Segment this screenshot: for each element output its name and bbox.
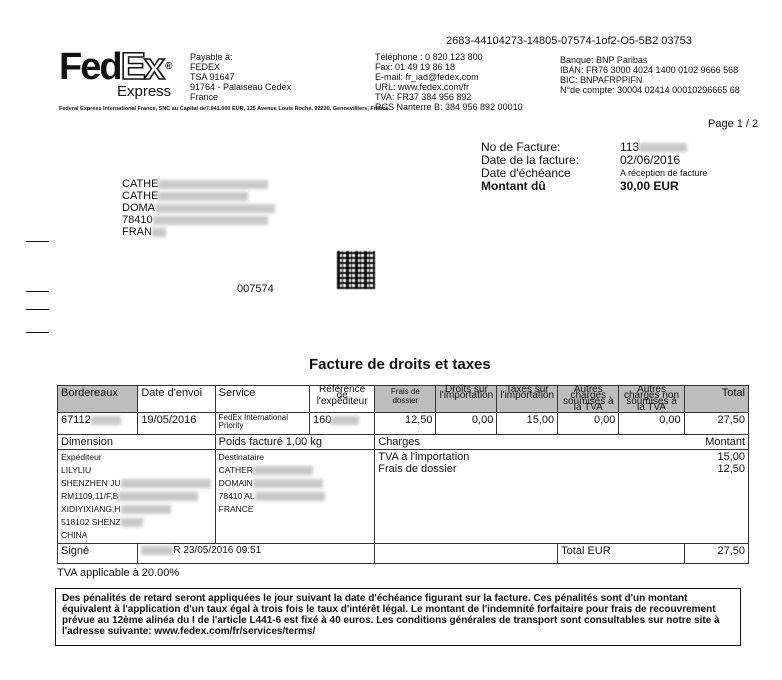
charge-amount: 12,50 — [717, 463, 745, 475]
destination-block — [215, 450, 375, 544]
dest-line: DOMAIN — [218, 478, 253, 488]
col-bordereaux: Bordereaux — [58, 386, 138, 413]
invoice-number-label: No de Facture: — [481, 140, 561, 154]
margin-mark — [26, 291, 49, 292]
cell-taxes: 15,00 — [497, 413, 558, 435]
bank-line: IBAN: FR76 3000 4024 1400 0102 9666 568 — [560, 65, 739, 75]
signed-label: Signé — [58, 544, 138, 564]
cell-frais: 12,50 — [375, 413, 436, 435]
amount-due-value: 30,00 EUR — [620, 179, 679, 193]
signed-row — [58, 544, 749, 564]
payable-block — [190, 52, 291, 102]
cell-date: 19/05/2016 — [138, 413, 215, 435]
logo-fed: Fed — [59, 46, 121, 88]
late-payment-notice: Des pénalités de retard seront appliquées le jour suivant la date d'échéance figurant sur la facture. Ces pénalités sont d'un montant équivalent à l'application d'un taux égal à trois fois le taux d'intérêt légal. Le montant de l'indemnité forfaitaire pour frais de recouvrement prévue au 12ème alinéa du I de l'article L441-6 est fixé à 40 euros. Les conditions générales de transport sont consultables sur notre site à l'adresse suivante: www.fedex.com/fr/services/terms/ — [55, 588, 741, 646]
cell-bordereau: 67112 — [61, 414, 91, 426]
cell-total: 27,50 — [684, 413, 748, 435]
charge-label: Frais de dossier — [378, 463, 457, 475]
col-reference: Référence de l'expéditeur — [310, 386, 375, 413]
recipient-line: FRAN — [122, 226, 152, 238]
table-header-row — [58, 386, 749, 413]
dest-line: 78410 AL — [218, 491, 255, 501]
amount-due-label: Montant dû — [481, 179, 546, 193]
contact-line: Fax: 01 49 19 86 18 — [375, 62, 456, 72]
montant-label: Montant — [684, 435, 748, 450]
payable-line: Payable à: — [190, 52, 233, 62]
fedex-logo — [59, 48, 172, 100]
cell-reference: 160 — [313, 414, 332, 426]
sender-line: RM1109,11/F,B — [61, 491, 119, 501]
due-date-value: A réception de facture — [620, 168, 708, 178]
cell-autres-tva: 0,00 — [558, 413, 619, 435]
col-autres-non-tva: Autres charges non soumises à la TVA — [619, 386, 684, 413]
cell-droits: 0,00 — [436, 413, 497, 435]
dimension-row — [58, 435, 749, 450]
col-frais-dossier: Frais de dossier — [375, 386, 436, 413]
invoice-date-value: 02/06/2016 — [620, 153, 681, 167]
recipient-line: CATHE — [122, 190, 159, 202]
margin-mark — [26, 241, 49, 242]
col-autres-tva: Autres charges soumises à la TVA — [558, 386, 619, 413]
cell-service: FedEx International Priority — [215, 413, 309, 435]
dimension-label: Dimension — [58, 435, 216, 450]
company-line: Federal Express International France, SNC au Capital de7.941.000 EUR, 125 Avenue Louis Roche, 92230, Gennevilliers, France — [59, 106, 389, 112]
due-date-label: Date d'échéance — [481, 166, 571, 180]
page-number: Page 1 / 2 — [708, 118, 759, 130]
cell-autres-non-tva: 0,00 — [619, 413, 684, 435]
contact-block — [375, 52, 523, 112]
logo-reg: ® — [165, 61, 173, 72]
charges-amounts — [684, 450, 748, 544]
sender-line: CHINA — [61, 530, 88, 540]
recipient-block — [122, 178, 275, 238]
margin-mark — [26, 332, 49, 333]
payable-line: FEDEX — [190, 62, 221, 72]
empty-cell — [375, 544, 558, 564]
table-row — [58, 413, 749, 435]
bank-block — [560, 55, 740, 95]
dest-line: CATHER — [218, 465, 253, 475]
invoice-table — [57, 385, 749, 564]
sender-line: 518102 SHENZ — [61, 517, 121, 527]
col-droits: Droits sur l'importation — [436, 386, 497, 413]
recipient-line: CATHE — [122, 178, 159, 190]
charge-amount: 15,00 — [717, 451, 745, 463]
dest-label: Destinataire — [218, 452, 264, 462]
weight-label: Poids facturé 1,00 kg — [215, 435, 375, 450]
sender-line: SHENZHEN JU — [61, 478, 121, 488]
sender-block — [58, 450, 216, 544]
charges-block — [375, 450, 684, 544]
payable-line: TSA 91647 — [190, 72, 235, 82]
col-taxes: Taxes sur l'importation — [497, 386, 558, 413]
sender-line: XIDIYIXIANG,H — [61, 504, 121, 514]
sequence-code: 007574 — [237, 283, 274, 295]
signed-value: R 23/05/2016 09:51 — [173, 545, 262, 556]
recipient-line: 78410 — [122, 214, 153, 226]
contact-line: URL: www.fedex.com/fr — [375, 82, 470, 92]
col-total: Total — [684, 386, 748, 413]
invoice-labels — [481, 141, 579, 193]
col-date-envoi: Date d'envoi — [138, 386, 215, 413]
tva-rate: TVA applicable à 20.00% — [57, 567, 180, 579]
sender-label: Expéditeur — [61, 452, 102, 462]
invoice-date-label: Date de la facture: — [481, 153, 580, 167]
bank-line: N°de compte: 30004 02414 00010296665 68 — [560, 85, 740, 95]
payable-line: 91764 - Palaiseau Cedex — [190, 82, 292, 92]
datamatrix-code — [337, 251, 375, 289]
bank-line: BIC: BNPAFRPPIFN — [560, 75, 643, 85]
logo-express: Express — [117, 83, 172, 100]
logo-ex: Ex — [120, 46, 164, 88]
contact-line: Téléphone : 0 820 123 800 — [375, 52, 483, 62]
payable-line: France — [190, 92, 219, 102]
page-title: Facture de droits et taxes — [309, 356, 491, 373]
invoice-number-value: 113 — [620, 140, 640, 154]
charge-label: TVA à l'importation — [378, 451, 470, 463]
margin-mark — [26, 309, 49, 310]
sender-line: LILYLIU — [61, 465, 92, 475]
recipient-line: DOMA — [122, 202, 155, 214]
total-label: Total EUR — [558, 544, 684, 564]
bank-line: Banque: BNP Paribas — [560, 55, 648, 65]
total-value: 27,50 — [684, 544, 748, 564]
dest-line: FRANCE — [218, 504, 254, 514]
details-row — [58, 450, 749, 544]
col-service: Service — [215, 386, 309, 413]
contact-line: RCS Nanterre B: 384 956 892 00010 — [375, 102, 523, 112]
invoice-values — [620, 141, 708, 193]
charges-label: Charges — [375, 435, 684, 450]
contact-line: E-mail: fr_iad@fedex.com — [375, 72, 479, 82]
document-reference: 2683-44104273-14805-07574-1of2-O5-5B2 03753 — [446, 35, 692, 47]
contact-line: TVA: FR37 384 956 892 — [375, 92, 472, 102]
